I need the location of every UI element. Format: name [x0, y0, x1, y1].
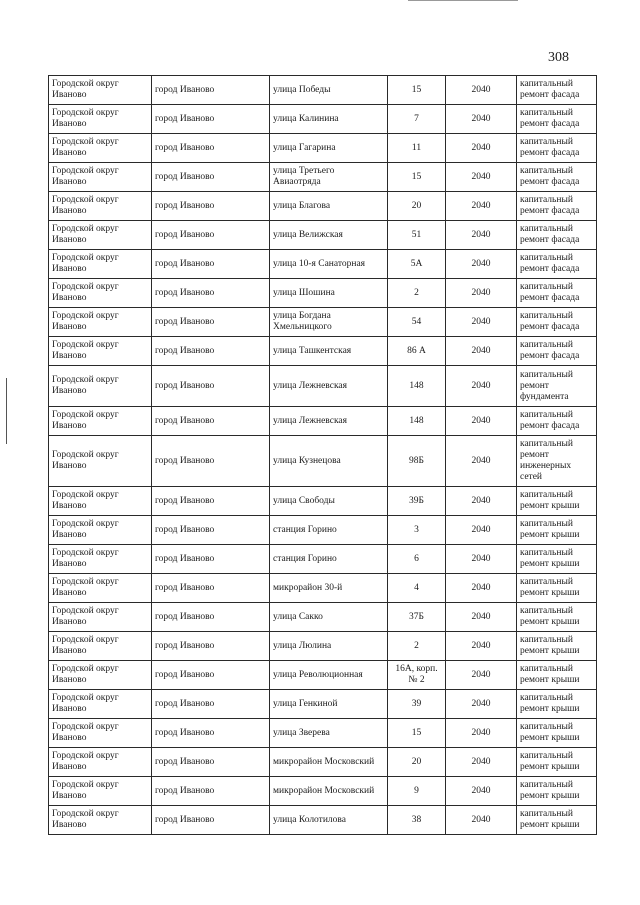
street-cell: микрорайон Московский — [270, 777, 388, 806]
year-cell: 2040 — [446, 545, 517, 574]
district-cell: Городской округ Иваново — [49, 250, 152, 279]
house-number-cell: 20 — [388, 192, 446, 221]
table-row — [49, 436, 597, 487]
work-type-cell: капитальный ремонт крыши — [517, 748, 597, 777]
district-cell: Городской округ Иваново — [49, 192, 152, 221]
house-number-cell: 15 — [388, 163, 446, 192]
year-cell: 2040 — [446, 661, 517, 690]
district-cell: Городской округ Иваново — [49, 719, 152, 748]
house-number-cell: 4 — [388, 574, 446, 603]
city-cell: город Иваново — [152, 221, 270, 250]
street-cell: улица Колотилова — [270, 806, 388, 835]
city-cell: город Иваново — [152, 516, 270, 545]
table-row — [49, 632, 597, 661]
house-number-cell: 39Б — [388, 487, 446, 516]
house-number-cell: 2 — [388, 279, 446, 308]
street-cell: станция Горино — [270, 545, 388, 574]
house-number-cell: 54 — [388, 308, 446, 337]
year-cell: 2040 — [446, 777, 517, 806]
work-type-cell: капитальный ремонт фасада — [517, 407, 597, 436]
year-cell: 2040 — [446, 134, 517, 163]
street-cell: улица Зверева — [270, 719, 388, 748]
year-cell: 2040 — [446, 279, 517, 308]
work-type-cell: капитальный ремонт крыши — [517, 603, 597, 632]
work-type-cell: капитальный ремонт инженерных сетей — [517, 436, 597, 487]
page-number: 308 — [548, 50, 569, 65]
street-cell: улица Свободы — [270, 487, 388, 516]
year-cell: 2040 — [446, 632, 517, 661]
work-type-cell: капитальный ремонт фасада — [517, 105, 597, 134]
work-type-cell: капитальный ремонт фасада — [517, 134, 597, 163]
year-cell: 2040 — [446, 690, 517, 719]
work-type-cell: капитальный ремонт фасада — [517, 163, 597, 192]
house-number-cell: 9 — [388, 777, 446, 806]
work-type-cell: капитальный ремонт фасада — [517, 279, 597, 308]
year-cell: 2040 — [446, 719, 517, 748]
street-cell: улица Богдана Хмельницкого — [270, 308, 388, 337]
district-cell: Городской округ Иваново — [49, 337, 152, 366]
street-cell: улица Победы — [270, 76, 388, 105]
district-cell: Городской округ Иваново — [49, 221, 152, 250]
street-cell: улица Ташкентская — [270, 337, 388, 366]
district-cell: Городской округ Иваново — [49, 690, 152, 719]
table-row — [49, 105, 597, 134]
house-number-cell: 16А, корп. № 2 — [388, 661, 446, 690]
table-row — [49, 574, 597, 603]
work-type-cell: капитальный ремонт крыши — [517, 487, 597, 516]
year-cell: 2040 — [446, 436, 517, 487]
year-cell: 2040 — [446, 574, 517, 603]
house-number-cell: 20 — [388, 748, 446, 777]
city-cell: город Иваново — [152, 748, 270, 777]
street-cell: улица Шошина — [270, 279, 388, 308]
year-cell: 2040 — [446, 487, 517, 516]
city-cell: город Иваново — [152, 308, 270, 337]
work-type-cell: капитальный ремонт фасада — [517, 308, 597, 337]
work-type-cell: капитальный ремонт фасада — [517, 337, 597, 366]
street-cell: улица Сакко — [270, 603, 388, 632]
work-type-cell: капитальный ремонт фундамента — [517, 366, 597, 407]
table-row — [49, 719, 597, 748]
street-cell: улица Велижская — [270, 221, 388, 250]
city-cell: город Иваново — [152, 436, 270, 487]
year-cell: 2040 — [446, 337, 517, 366]
capital-repair-table — [48, 75, 597, 835]
street-cell: улица Люлина — [270, 632, 388, 661]
city-cell: город Иваново — [152, 407, 270, 436]
table-row — [49, 661, 597, 690]
city-cell: город Иваново — [152, 603, 270, 632]
scan-edge-mark — [6, 378, 7, 444]
street-cell: станция Горино — [270, 516, 388, 545]
district-cell: Городской округ Иваново — [49, 661, 152, 690]
city-cell: город Иваново — [152, 337, 270, 366]
street-cell: улица Кузнецова — [270, 436, 388, 487]
district-cell: Городской округ Иваново — [49, 516, 152, 545]
year-cell: 2040 — [446, 603, 517, 632]
table-row — [49, 163, 597, 192]
work-type-cell: капитальный ремонт крыши — [517, 690, 597, 719]
house-number-cell: 37Б — [388, 603, 446, 632]
house-number-cell: 15 — [388, 719, 446, 748]
city-cell: город Иваново — [152, 806, 270, 835]
work-type-cell: капитальный ремонт крыши — [517, 661, 597, 690]
street-cell: улица Лежневская — [270, 366, 388, 407]
work-type-cell: капитальный ремонт фасада — [517, 221, 597, 250]
year-cell: 2040 — [446, 105, 517, 134]
district-cell: Городской округ Иваново — [49, 603, 152, 632]
table-row — [49, 308, 597, 337]
street-cell: улица Генкиной — [270, 690, 388, 719]
table-row — [49, 603, 597, 632]
year-cell: 2040 — [446, 516, 517, 545]
year-cell: 2040 — [446, 806, 517, 835]
district-cell: Городской округ Иваново — [49, 436, 152, 487]
house-number-cell: 7 — [388, 105, 446, 134]
house-number-cell: 2 — [388, 632, 446, 661]
house-number-cell: 98Б — [388, 436, 446, 487]
city-cell: город Иваново — [152, 574, 270, 603]
street-cell: улица Калинина — [270, 105, 388, 134]
district-cell: Городской округ Иваново — [49, 545, 152, 574]
street-cell: улица Гагарина — [270, 134, 388, 163]
district-cell: Городской округ Иваново — [49, 574, 152, 603]
city-cell: город Иваново — [152, 279, 270, 308]
table-row — [49, 777, 597, 806]
city-cell: город Иваново — [152, 661, 270, 690]
district-cell: Городской округ Иваново — [49, 806, 152, 835]
work-type-cell: капитальный ремонт крыши — [517, 632, 597, 661]
table-row — [49, 487, 597, 516]
district-cell: Городской округ Иваново — [49, 777, 152, 806]
year-cell: 2040 — [446, 407, 517, 436]
city-cell: город Иваново — [152, 163, 270, 192]
table-row — [49, 76, 597, 105]
city-cell: город Иваново — [152, 192, 270, 221]
table-row — [49, 366, 597, 407]
table-row — [49, 806, 597, 835]
district-cell: Городской округ Иваново — [49, 279, 152, 308]
work-type-cell: капитальный ремонт крыши — [517, 777, 597, 806]
year-cell: 2040 — [446, 192, 517, 221]
table-row — [49, 748, 597, 777]
scan-artifact-line — [408, 0, 518, 1]
city-cell: город Иваново — [152, 487, 270, 516]
table-row — [49, 134, 597, 163]
table-row — [49, 545, 597, 574]
district-cell: Городской округ Иваново — [49, 366, 152, 407]
house-number-cell: 5А — [388, 250, 446, 279]
city-cell: город Иваново — [152, 545, 270, 574]
street-cell: улица Революционная — [270, 661, 388, 690]
house-number-cell: 38 — [388, 806, 446, 835]
table-row — [49, 690, 597, 719]
year-cell: 2040 — [446, 163, 517, 192]
table-body — [49, 76, 597, 835]
district-cell: Городской округ Иваново — [49, 163, 152, 192]
work-type-cell: капитальный ремонт крыши — [517, 806, 597, 835]
year-cell: 2040 — [446, 76, 517, 105]
street-cell: микрорайон Московский — [270, 748, 388, 777]
table-row — [49, 407, 597, 436]
year-cell: 2040 — [446, 748, 517, 777]
street-cell: улица Лежневская — [270, 407, 388, 436]
district-cell: Городской округ Иваново — [49, 487, 152, 516]
work-type-cell: капитальный ремонт крыши — [517, 545, 597, 574]
city-cell: город Иваново — [152, 366, 270, 407]
city-cell: город Иваново — [152, 690, 270, 719]
district-cell: Городской округ Иваново — [49, 134, 152, 163]
house-number-cell: 148 — [388, 366, 446, 407]
house-number-cell: 148 — [388, 407, 446, 436]
street-cell: улица 10-я Санаторная — [270, 250, 388, 279]
work-type-cell: капитальный ремонт крыши — [517, 574, 597, 603]
city-cell: город Иваново — [152, 719, 270, 748]
house-number-cell: 6 — [388, 545, 446, 574]
table-row — [49, 250, 597, 279]
house-number-cell: 3 — [388, 516, 446, 545]
table-row — [49, 192, 597, 221]
work-type-cell: капитальный ремонт крыши — [517, 516, 597, 545]
house-number-cell: 15 — [388, 76, 446, 105]
city-cell: город Иваново — [152, 632, 270, 661]
work-type-cell: капитальный ремонт фасада — [517, 76, 597, 105]
work-type-cell: капитальный ремонт фасада — [517, 192, 597, 221]
city-cell: город Иваново — [152, 250, 270, 279]
table-row — [49, 337, 597, 366]
city-cell: город Иваново — [152, 777, 270, 806]
house-number-cell: 11 — [388, 134, 446, 163]
street-cell: улица Третьего Авиаотряда — [270, 163, 388, 192]
district-cell: Городской округ Иваново — [49, 308, 152, 337]
work-type-cell: капитальный ремонт крыши — [517, 719, 597, 748]
city-cell: город Иваново — [152, 134, 270, 163]
house-number-cell: 86 А — [388, 337, 446, 366]
work-type-cell: капитальный ремонт фасада — [517, 250, 597, 279]
city-cell: город Иваново — [152, 76, 270, 105]
table-row — [49, 279, 597, 308]
district-cell: Городской округ Иваново — [49, 632, 152, 661]
table-row — [49, 221, 597, 250]
district-cell: Городской округ Иваново — [49, 407, 152, 436]
year-cell: 2040 — [446, 250, 517, 279]
year-cell: 2040 — [446, 308, 517, 337]
year-cell: 2040 — [446, 221, 517, 250]
house-number-cell: 51 — [388, 221, 446, 250]
city-cell: город Иваново — [152, 105, 270, 134]
table-row — [49, 516, 597, 545]
year-cell: 2040 — [446, 366, 517, 407]
street-cell: улица Благова — [270, 192, 388, 221]
district-cell: Городской округ Иваново — [49, 105, 152, 134]
district-cell: Городской округ Иваново — [49, 748, 152, 777]
street-cell: микрорайон 30-й — [270, 574, 388, 603]
house-number-cell: 39 — [388, 690, 446, 719]
district-cell: Городской округ Иваново — [49, 76, 152, 105]
